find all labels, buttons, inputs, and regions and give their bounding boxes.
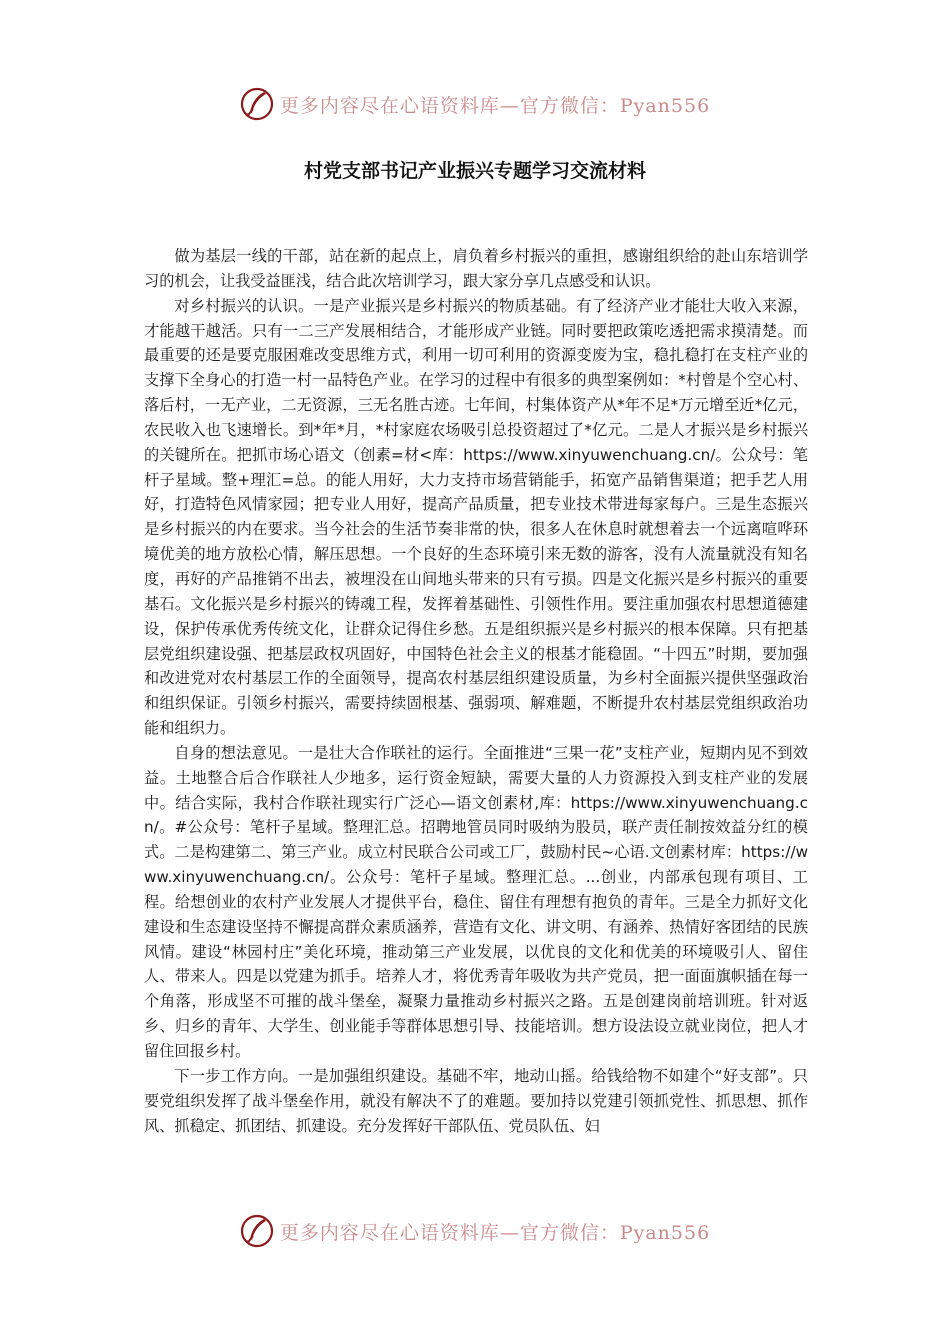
footer-banner <box>0 1211 950 1251</box>
banner-text: 更多内容尽在心语资料库—官方微信：Pyan556 <box>279 94 711 117</box>
quill-logo-icon <box>240 87 274 121</box>
quill-logo-icon <box>240 1214 274 1248</box>
header-banner <box>0 84 950 124</box>
document-body <box>144 244 808 1138</box>
paragraph-opinions: 自身的想法意见。一是壮大合作联社的运行。全面推进“三果一花”支柱产业，短期内见不到效益。土地整合后合作联社人少地多，运行资金短缺，需要大量的人力资源投入到支柱产业的发展中。结合实际，我村合作联社现实行广泛心—语文创素材,库：https://www.xinyuwenchuang.cn/。#公众号：笔杆子星域。整理汇总。招聘地管员同时吸纳为股员，联产责任制按效益分红的模式。二是构建第二、第三产业。成立村民联合公司或工厂，鼓励村民~心语.文创素材库：https://www.xinyuwenchuang.cn/。公众号：笔杆子星域。整理汇总。...创业，内部承包现有项目、工程。给想创业的农村产业发展人才提供平台，稳住、留住有理想有抱负的青年。三是全力抓好文化建设和生态建设坚持不懈提高群众素质涵养，营造有文化、讲文明、有涵养、热情好客团结的民族风情。建设“林园村庄”美化环境，推动第三产业发展，以优良的文化和优美的环境吸引人、留住人、带来人。四是以党建为抓手。培养人才，将优秀青年吸收为共产党员，把一面面旗帜插在每一个角落，形成坚不可摧的战斗堡垒，凝聚力量推动乡村振兴之路。五是创建岗前培训班。针对返乡、归乡的青年、大学生、创业能手等群体思想引导、技能培训。想方设法设立就业岗位，把人才留住回报乡村。 <box>144 743 808 1060</box>
paragraph-next-steps: 下一步工作方向。一是加强组织建设。基础不牢，地动山摇。给钱给物不如建个“好支部”。只要党组织发挥了战斗堡垒作用，就没有解决不了的难题。要加持以党建引领抓党性、抓思想、抓作风、抓稳定、抓团结、抓建设。充分发挥好干部队伍、党员队伍、妇 <box>144 1066 808 1135</box>
banner-text: 更多内容尽在心语资料库—官方微信：Pyan556 <box>279 1221 711 1244</box>
document-title: 村党支部书记产业振兴专题学习交流材料 <box>303 160 646 182</box>
paragraph-understanding: 对乡村振兴的认识。一是产业振兴是乡村振兴的物质基础。有了经济产业才能壮大收入来源，才能越干越活。只有一二三产发展相结合，才能形成产业链。同时要把政策吃透把需求摸清楚。而最重要的还是要克服困难改变思维方式，利用一切可利用的资源变废为宝，稳扎稳打在支柱产业的支撑下全身心的打造一村一品特色产业。在学习的过程中有很多的典型案例如：*村曾是个空心村、落后村，一无产业，二无资源，三无名胜古迹。七年间，村集体资产从*年不足*万元增至近*亿元，农民收入也飞速增长。到*年*月，*村家庭农场吸引总投资超过了*亿元。二是人才振兴是乡村振兴的关键所在。把抓市场心语文（创素=材<库：https://www.xinyuwenchuang.cn/。公众号：笔杆子星域。整+理汇=总。的能人用好，大力支持市场营销能手，拓宽产品销售渠道；把手艺人用好，打造特色风情家园；把专业人用好，提高产品质量，把专业技术带进每家每户。三是生态振兴是乡村振兴的内在要求。当今社会的生活节奏非常的快，很多人在休息时就想着去一个远离喧哗环境优美的地方放松心情，解压思想。一个良好的生态环境引来无数的游客，没有人流量就没有知名度，再好的产品推销不出去，被埋没在山间地头带来的只有亏损。四是文化振兴是乡村振兴的重要基石。文化振兴是乡村振兴的铸魂工程，发挥着基础性、引领性作用。要注重加强农村思想道德建设，保护传承优秀传统文化，让群众记得住乡愁。五是组织振兴是乡村振兴的根本保障。只有把基层党组织建设强、把基层政权巩固好，中国特色社会主义的根基才能稳固。“十四五”时期，要加强和改进党对农村基层工作的全面领导，提高农村基层组织建设质量，为乡村全面振兴提供坚强政治和组织保证。引领乡村振兴，需要持续固根基、强弱项、解难题，不断提升农村基层党组织政治功能和组织力。 <box>144 296 808 738</box>
paragraph-intro: 做为基层一线的干部，站在新的起点上，肩负着乡村振兴的重担，感谢组织给的赴山东培训学习的机会，让我受益匪浅，结合此次培训学习，跟大家分享几点感受和认识。 <box>144 247 808 290</box>
